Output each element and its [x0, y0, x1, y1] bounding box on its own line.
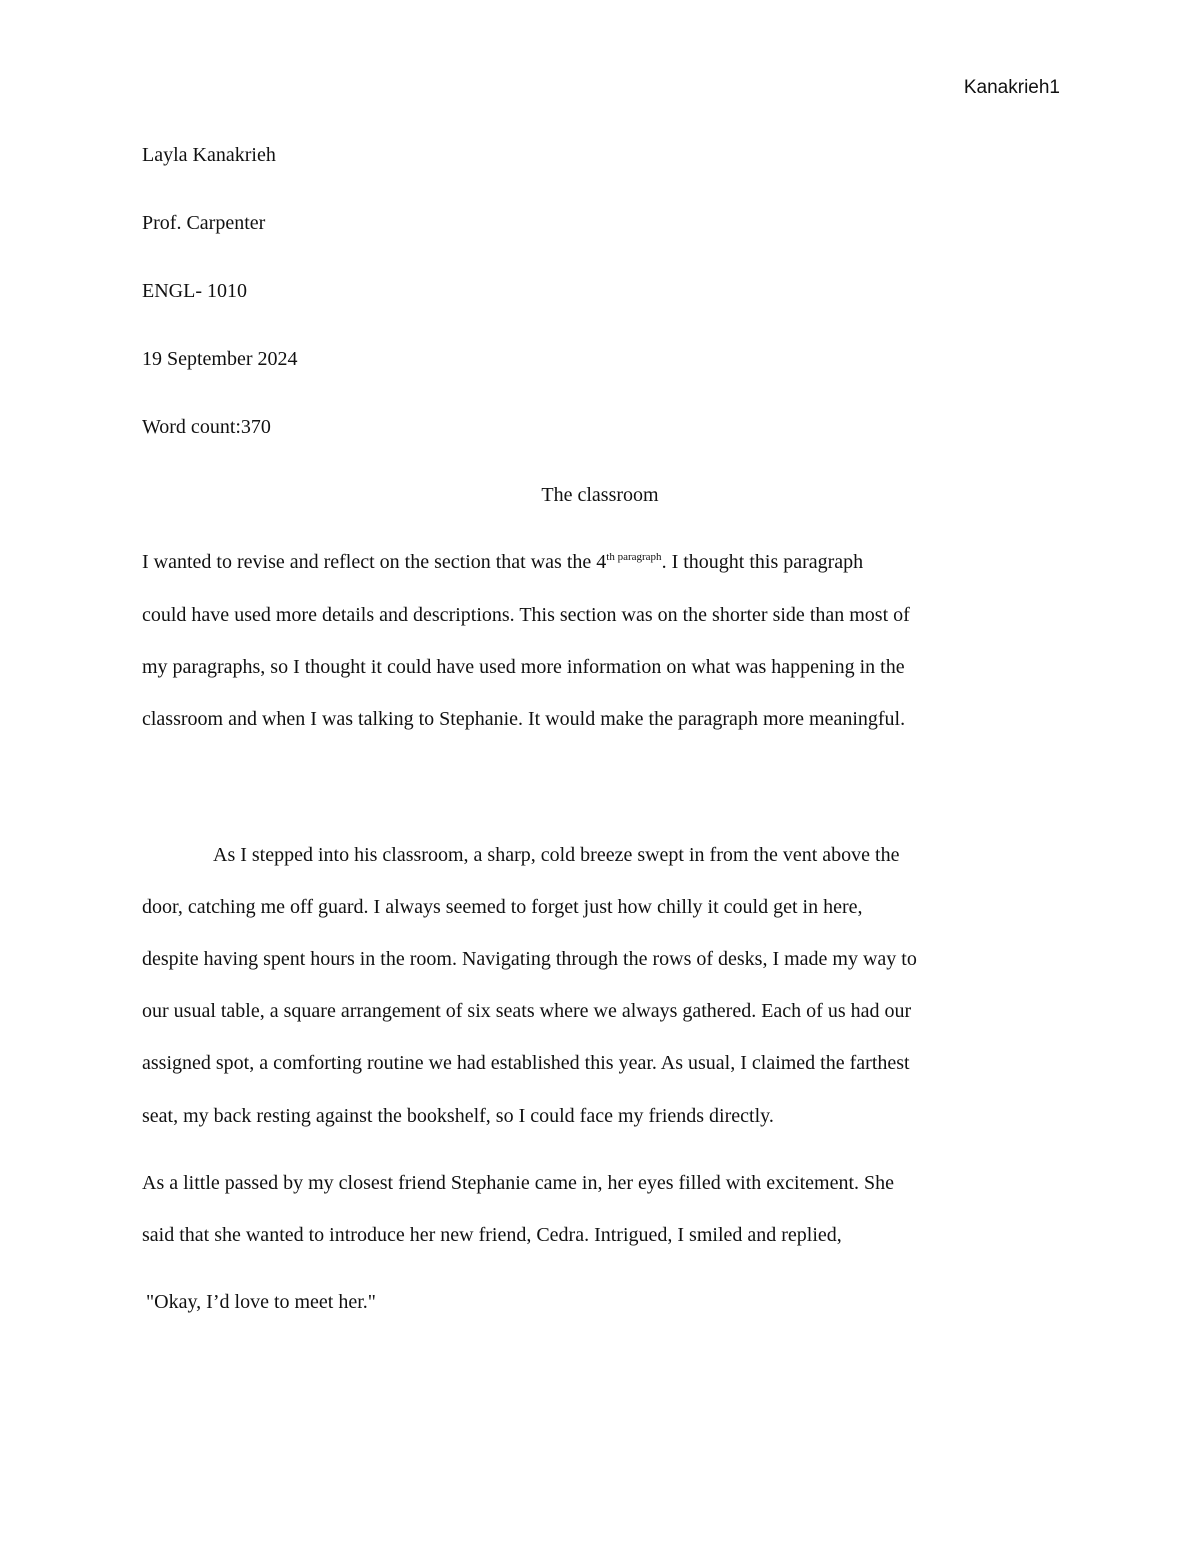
professor-name: Prof. Carpenter: [142, 212, 266, 234]
course-name: ENGL- 1010: [142, 280, 247, 302]
essay-p1-line-2: door, catching me off guard. I always seemed to forget just how chilly it could get in here,: [142, 896, 863, 918]
reflection-line-2: could have used more details and descriptions. This section was on the shorter side than most of: [142, 604, 910, 626]
superscript: th paragraph: [606, 551, 662, 563]
essay-p1-line-4: our usual table, a square arrangement of six seats where we always gathered. Each of us had our: [142, 1000, 912, 1022]
essay-p1-line-3: despite having spent hours in the room. Navigating through the rows of desks, I made my way to: [142, 948, 917, 970]
essay-title: The classroom: [541, 484, 659, 506]
reflection-line-3: my paragraphs, so I thought it could have used more information on what was happening in the: [142, 656, 905, 678]
reflection-text: I wanted to revise and reflect on the section that was the 4: [142, 551, 607, 573]
dialogue-quote: "Okay, I’d love to meet her.": [146, 1291, 376, 1313]
essay-p2-line-1: As a little passed by my closest friend Stephanie came in, her eyes filled with excitement. She: [142, 1172, 895, 1194]
running-head: Kanakrieh1: [963, 77, 1060, 98]
essay-p1-line-1: As I stepped into his classroom, a sharp, cold breeze swept in from the vent above the: [213, 844, 900, 866]
essay-p2-line-2: said that she wanted to introduce her new friend, Cedra. Intrigued, I smiled and replied,: [142, 1224, 842, 1246]
date: 19 September 2024: [142, 348, 298, 370]
essay-p1-line-6: seat, my back resting against the bookshelf, so I could face my friends directly.: [142, 1105, 774, 1127]
word-count: Word count:370: [142, 416, 271, 438]
essay-p1-line-5: assigned spot, a comforting routine we had established this year. As usual, I claimed the farthest: [142, 1052, 910, 1074]
reflection-text: . I thought this paragraph: [661, 551, 864, 573]
author-name: Layla Kanakrieh: [142, 144, 276, 166]
reflection-line-1: [142, 550, 863, 574]
reflection-line-4: classroom and when I was talking to Stephanie. It would make the paragraph more meaningful.: [142, 708, 906, 730]
